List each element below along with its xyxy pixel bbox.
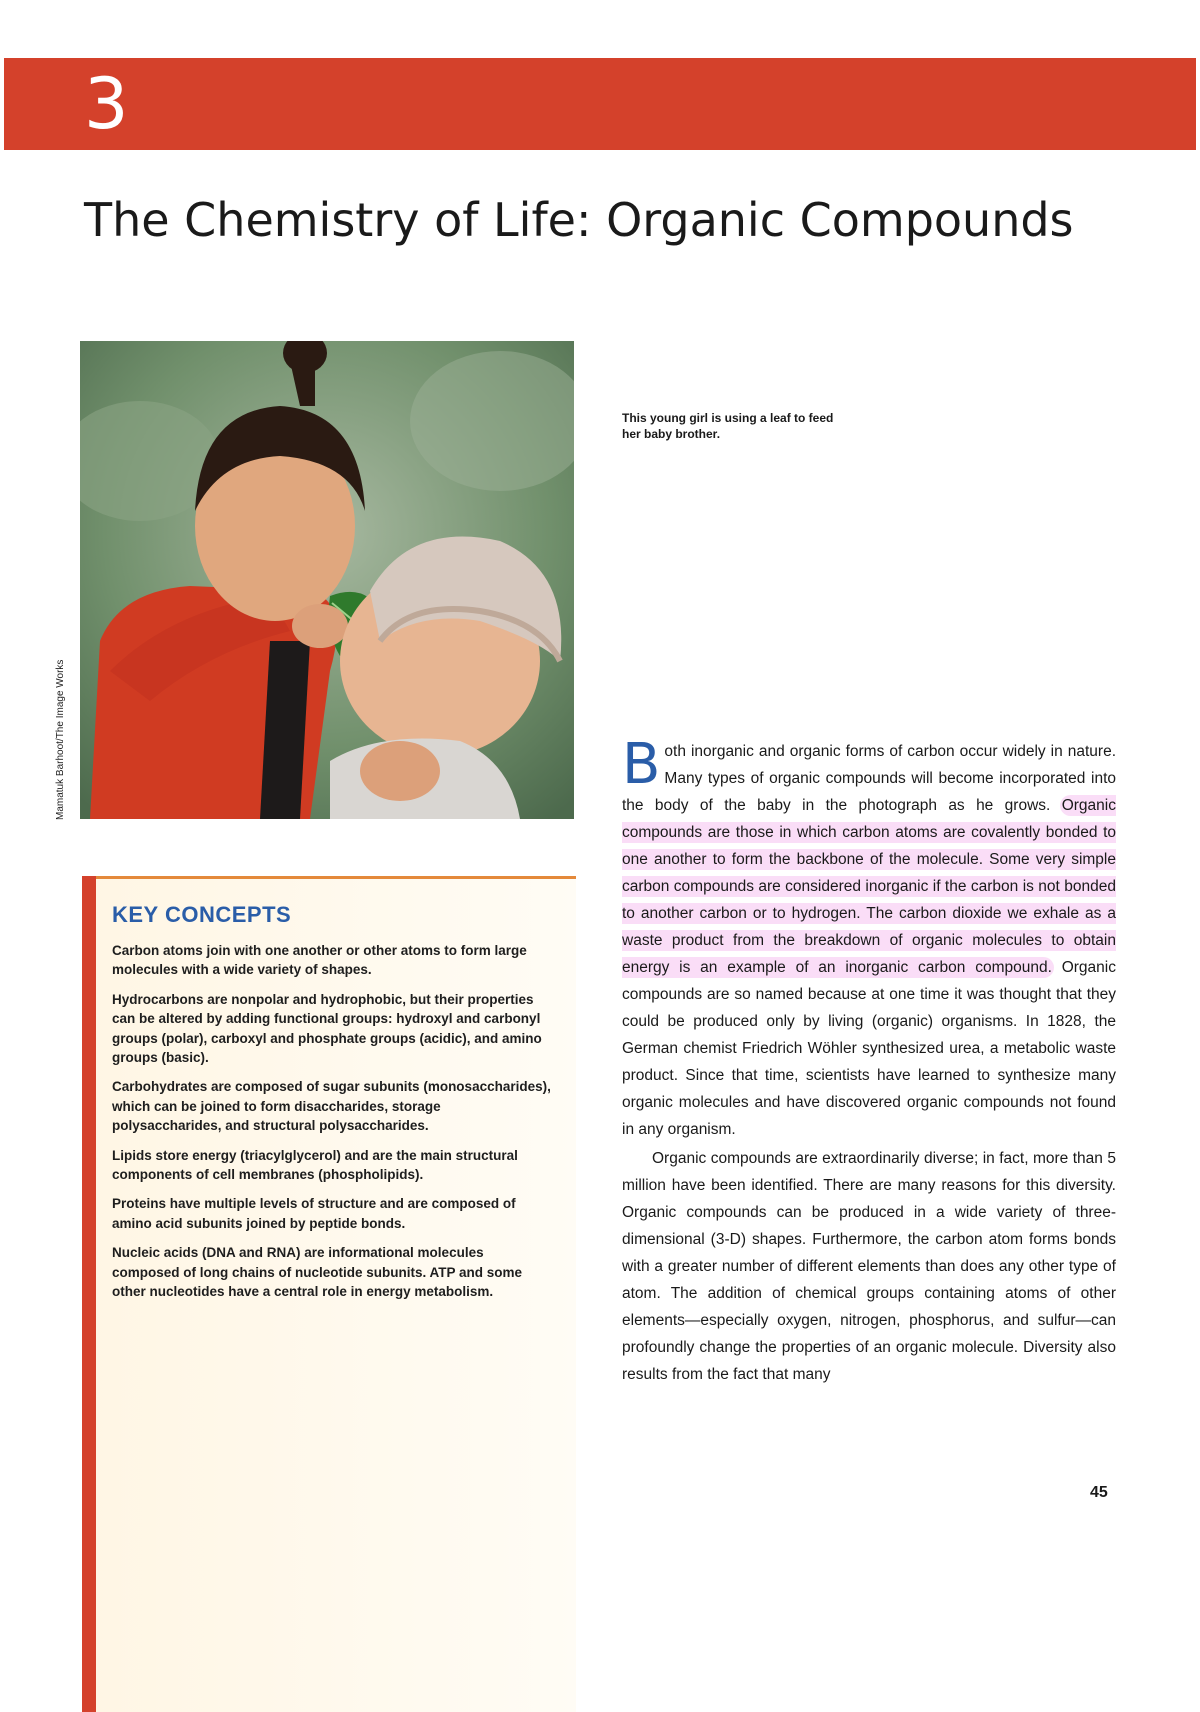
key-concept-item: Nucleic acids (DNA and RNA) are informational molecules composed of long chains of nucleotide subunits. ATP and some other nucleotides have a central role in energy metabolism. [112,1245,523,1300]
paragraph-1-start: oth inorganic and organic forms of carbon occur widely in nature. Many types of organic compounds will become incorporated into the body of the baby in the photograph as he grows. [622,743,1116,814]
body-paragraph-2: Organic compounds are extraordinarily diverse; in fact, more than 5 million have been identified. There are many reasons for this diversity. Organic compounds can be produced in a wide variety of three-dimensional (3-D) shapes. Furthermore, the carbon atom forms bonds with a greater number of different elements than does any other type of atom. The addition of chemical groups containing atoms of other elements—especially oxygen, nitrogen, phosphorus, and sulfur—can profoundly change the properties of an organic molecule. Diversity also results from the fact that many [622,1150,1116,1383]
photo-credit: Mamatuk Barhoot/The Image Works [55,659,66,820]
key-concept-item: Carbon atoms join with one another or other atoms to form large molecules with a wide variety of shapes. [112,943,527,978]
key-concepts-box [82,876,576,1712]
chapter-number: 3 [84,63,129,145]
photo-caption: This young girl is using a leaf to feed her baby brother. [622,411,834,441]
page-number: 45 [1090,1484,1108,1501]
key-concepts-list [112,941,552,1312]
key-concept-item: Hydrocarbons are nonpolar and hydrophobic, but their properties can be altered by adding functional groups: hydroxyl and carbonyl groups (polar), carboxyl and phosphate groups (acidic), and amino groups (basic). [112,991,542,1066]
key-concepts-heading: KEY CONCEPTS [112,902,292,927]
body-paragraph-1 [622,732,1116,1143]
drop-cap: B [622,732,661,797]
highlighted-text: Organic compounds are those in which carbon atoms are covalently bonded to one another to form the backbone of the molecule. Some very simple carbon compounds are considered inorganic if the carbon is not bonded to another carbon or to hydrogen. The carbon dioxide we exhale as a waste product from the breakdown of organic molecules to obtain energy is an example of an inorganic carbon compound. [622,797,1116,976]
key-concept-item: Carbohydrates are composed of sugar subunits (monosaccharides), which can be joined to form disaccharides, storage polysaccharides, and structural polysaccharides. [112,1079,551,1134]
chapter-title: The Chemistry of Life: Organic Compounds [84,193,1074,247]
key-concept-item: Proteins have multiple levels of structure and are composed of amino acid subunits joined by peptide bonds. [112,1196,516,1231]
paragraph-1-end: Organic compounds are so named because at one time it was thought that they could be produced only by living (organic) organisms. In 1828, the German chemist Friedrich Wöhler synthesized urea, a metabolic waste product. Since that time, scientists have learned to synthesize many organic molecules and have discovered organic compounds not found in any organism. [622,959,1116,1138]
chapter-banner [4,58,1196,150]
chapter-photo [80,341,574,819]
key-concept-item: Lipids store energy (triacylglycerol) and are the main structural components of cell membranes (phospholipids). [112,1147,518,1183]
girl-feeding-baby-illustration [80,341,574,819]
body-text [622,732,1116,1388]
